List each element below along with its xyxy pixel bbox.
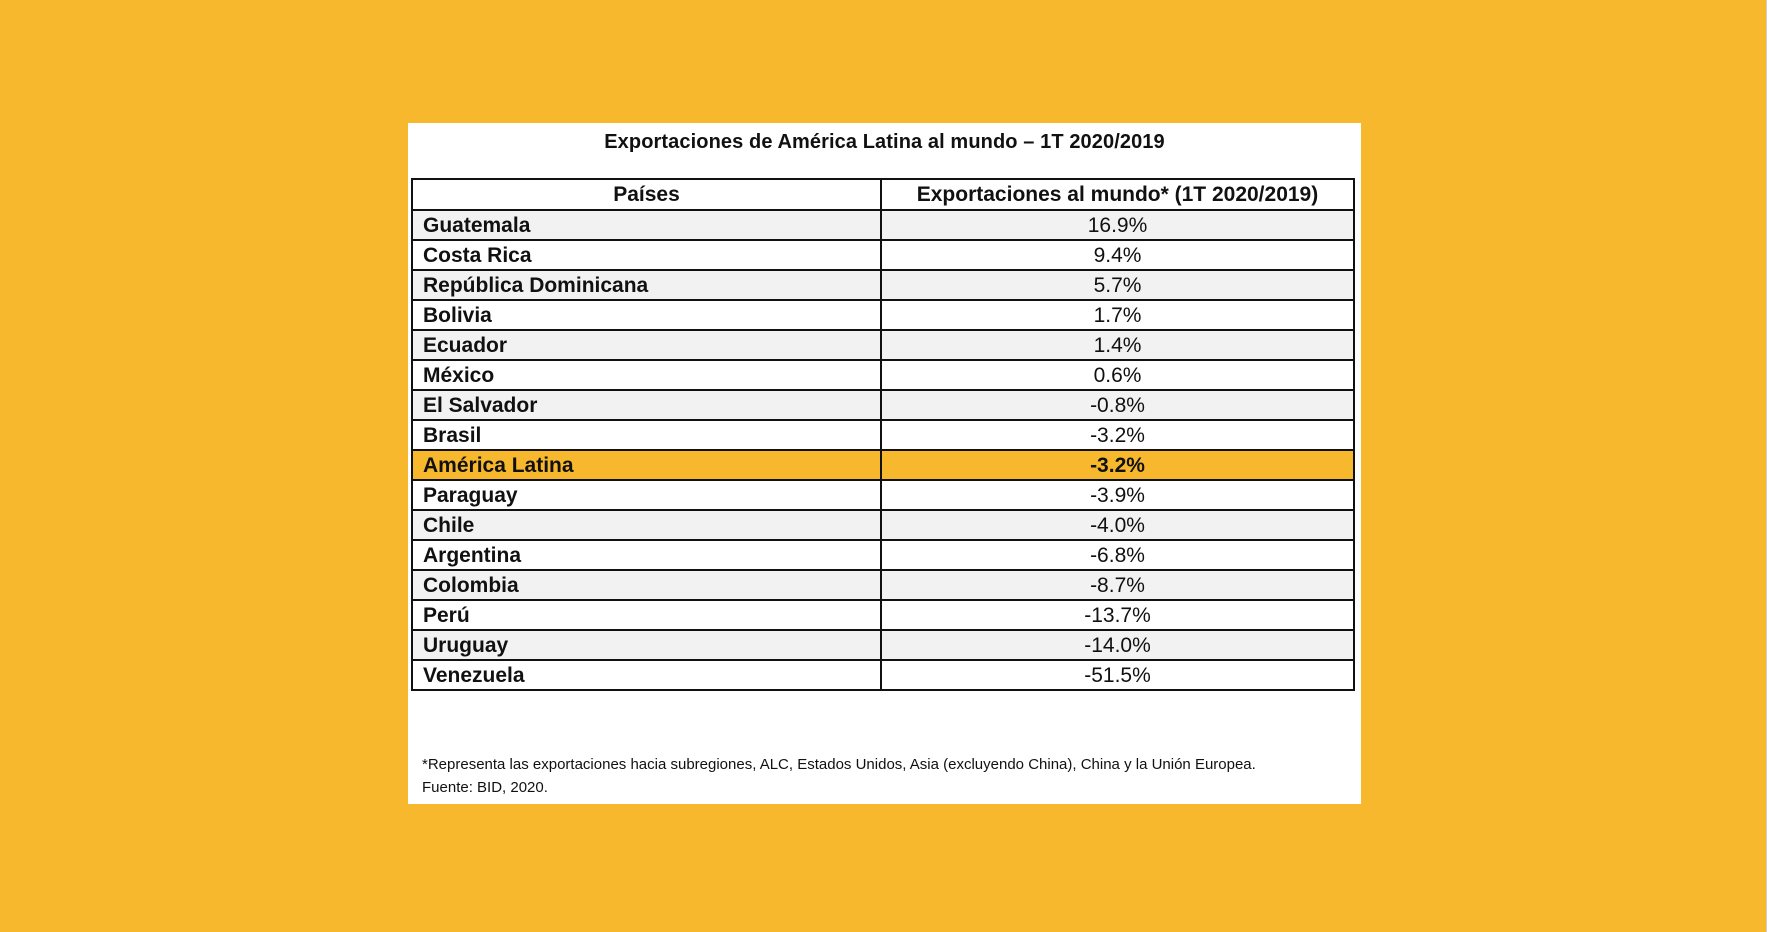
header-exports: Exportaciones al mundo* (1T 2020/2019) [881, 179, 1354, 210]
country-cell: México [412, 360, 881, 390]
country-cell: Guatemala [412, 210, 881, 240]
table-card [408, 123, 1361, 804]
table-row [412, 390, 1354, 420]
table-row [412, 570, 1354, 600]
header-row [412, 179, 1354, 210]
table-row [412, 630, 1354, 660]
value-cell: -3.9% [881, 480, 1354, 510]
value-cell: 9.4% [881, 240, 1354, 270]
value-cell: -14.0% [881, 630, 1354, 660]
country-cell: Ecuador [412, 330, 881, 360]
country-cell: América Latina [412, 450, 881, 480]
table-row [412, 540, 1354, 570]
value-cell: -3.2% [881, 450, 1354, 480]
value-cell: -0.8% [881, 390, 1354, 420]
value-cell: -4.0% [881, 510, 1354, 540]
value-cell: -8.7% [881, 570, 1354, 600]
country-cell: Argentina [412, 540, 881, 570]
country-cell: Brasil [412, 420, 881, 450]
country-cell: Colombia [412, 570, 881, 600]
value-cell: 5.7% [881, 270, 1354, 300]
value-cell: -13.7% [881, 600, 1354, 630]
table-row [412, 330, 1354, 360]
value-cell: 16.9% [881, 210, 1354, 240]
country-cell: Chile [412, 510, 881, 540]
table-row [412, 660, 1354, 690]
footnote: *Representa las exportaciones hacia subregiones, ALC, Estados Unidos, Asia (excluyendo China), China y la Unión Europea. [422, 756, 1256, 773]
value-cell: 1.4% [881, 330, 1354, 360]
table-row [412, 210, 1354, 240]
table-row-highlight [412, 450, 1354, 480]
value-cell: 0.6% [881, 360, 1354, 390]
country-cell: Venezuela [412, 660, 881, 690]
table-row [412, 420, 1354, 450]
value-cell: -51.5% [881, 660, 1354, 690]
table-row [412, 240, 1354, 270]
country-cell: El Salvador [412, 390, 881, 420]
header-countries: Países [412, 179, 881, 210]
table-title: Exportaciones de América Latina al mundo – 1T 2020/2019 [604, 131, 1165, 153]
table-row [412, 300, 1354, 330]
value-cell: -3.2% [881, 420, 1354, 450]
exports-table [411, 178, 1355, 691]
table-row [412, 360, 1354, 390]
country-cell: Costa Rica [412, 240, 881, 270]
table-row [412, 510, 1354, 540]
table-row [412, 480, 1354, 510]
table-notes [422, 753, 1256, 799]
value-cell: 1.7% [881, 300, 1354, 330]
country-cell: Paraguay [412, 480, 881, 510]
country-cell: Bolivia [412, 300, 881, 330]
source-note: Fuente: BID, 2020. [422, 779, 548, 796]
value-cell: -6.8% [881, 540, 1354, 570]
table-row [412, 270, 1354, 300]
country-cell: Uruguay [412, 630, 881, 660]
country-cell: Perú [412, 600, 881, 630]
country-cell: República Dominicana [412, 270, 881, 300]
table-row [412, 600, 1354, 630]
